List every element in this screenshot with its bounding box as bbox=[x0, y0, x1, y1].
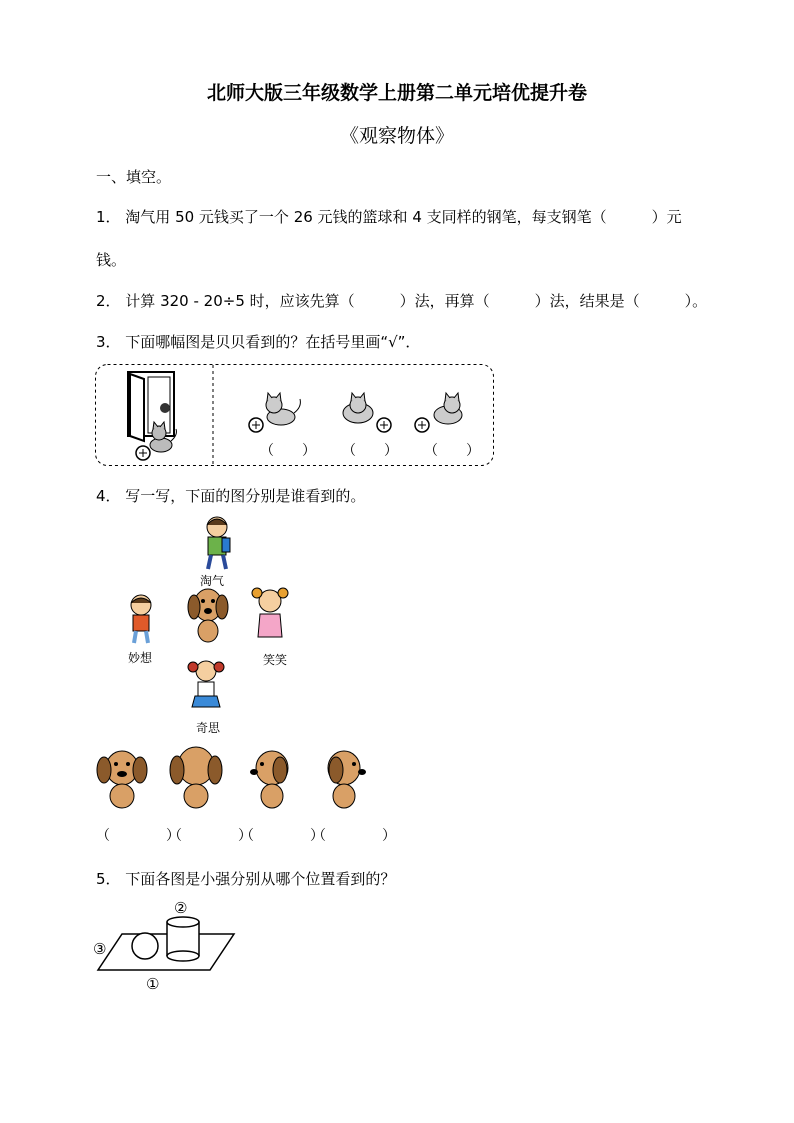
position-3-label: ③ bbox=[93, 940, 107, 958]
question-1-line2: 钱。 bbox=[96, 251, 127, 269]
base-plane bbox=[98, 934, 234, 970]
name-qisi: 奇思 bbox=[195, 721, 220, 735]
q4-answer-2[interactable]: （ ） bbox=[168, 828, 252, 844]
door-icon bbox=[128, 372, 174, 441]
girl-xiaoxiao-icon bbox=[252, 588, 288, 637]
q3-choice-3[interactable]: （ ） bbox=[424, 443, 480, 459]
position-1-label: ① bbox=[146, 975, 160, 993]
position-2-label: ② bbox=[174, 899, 188, 917]
dog-front-icon bbox=[97, 751, 147, 808]
q4-answer-1[interactable]: （ ） bbox=[96, 828, 180, 844]
q3-choice-1[interactable]: （ ） bbox=[260, 443, 316, 459]
dog-left-side-icon bbox=[250, 751, 288, 808]
name-taoqi: 淘气 bbox=[199, 574, 224, 588]
question-5-figure bbox=[92, 896, 242, 996]
cat-option-1 bbox=[249, 393, 300, 432]
q4-answer-3[interactable]: （ ） bbox=[240, 828, 324, 844]
boy-taoqi-icon bbox=[207, 517, 230, 569]
q4-answer-4[interactable]: （ ） bbox=[312, 828, 396, 844]
name-xiaoxiao: 笑笑 bbox=[262, 653, 287, 667]
page-title: 北师大版三年级数学上册第二单元培优提升卷 bbox=[206, 82, 587, 104]
sphere-icon bbox=[132, 933, 158, 959]
dog-views bbox=[92, 742, 382, 812]
question-4: 4． 写一写，下面的图分别是谁看到的。 bbox=[96, 487, 366, 505]
question-5: 5． 下面各图是小强分别从哪个位置看到的？ bbox=[96, 870, 396, 888]
question-1-line1: 1． 淘气用 50 元钱买了一个 26 元钱的篮球和 4 支同样的钢笔，每支钢笔（ ）元 bbox=[96, 208, 682, 226]
page-subtitle: 《观察物体》 bbox=[339, 125, 454, 147]
name-miaoxiang: 妙想 bbox=[127, 651, 152, 665]
cylinder-icon bbox=[167, 917, 199, 961]
boy-miaoxiang-icon bbox=[131, 595, 151, 643]
cat-option-2 bbox=[343, 393, 391, 432]
question-4-figure bbox=[120, 515, 310, 740]
dog-right-side-icon bbox=[328, 751, 366, 808]
question-2: 2． 计算 320 - 20÷5 时，应该先算（ ）法，再算（ ）法，结果是（ ）。 bbox=[96, 292, 708, 310]
section-heading: 一、填空。 bbox=[96, 168, 172, 186]
question-3: 3． 下面哪幅图是贝贝看到的？在括号里画“√”． bbox=[96, 333, 421, 351]
cat-option-3 bbox=[415, 393, 462, 432]
dog-back-icon bbox=[170, 747, 222, 808]
dog-center-icon bbox=[188, 589, 228, 642]
girl-qisi-icon bbox=[188, 661, 224, 707]
q3-choice-2[interactable]: （ ） bbox=[342, 443, 398, 459]
